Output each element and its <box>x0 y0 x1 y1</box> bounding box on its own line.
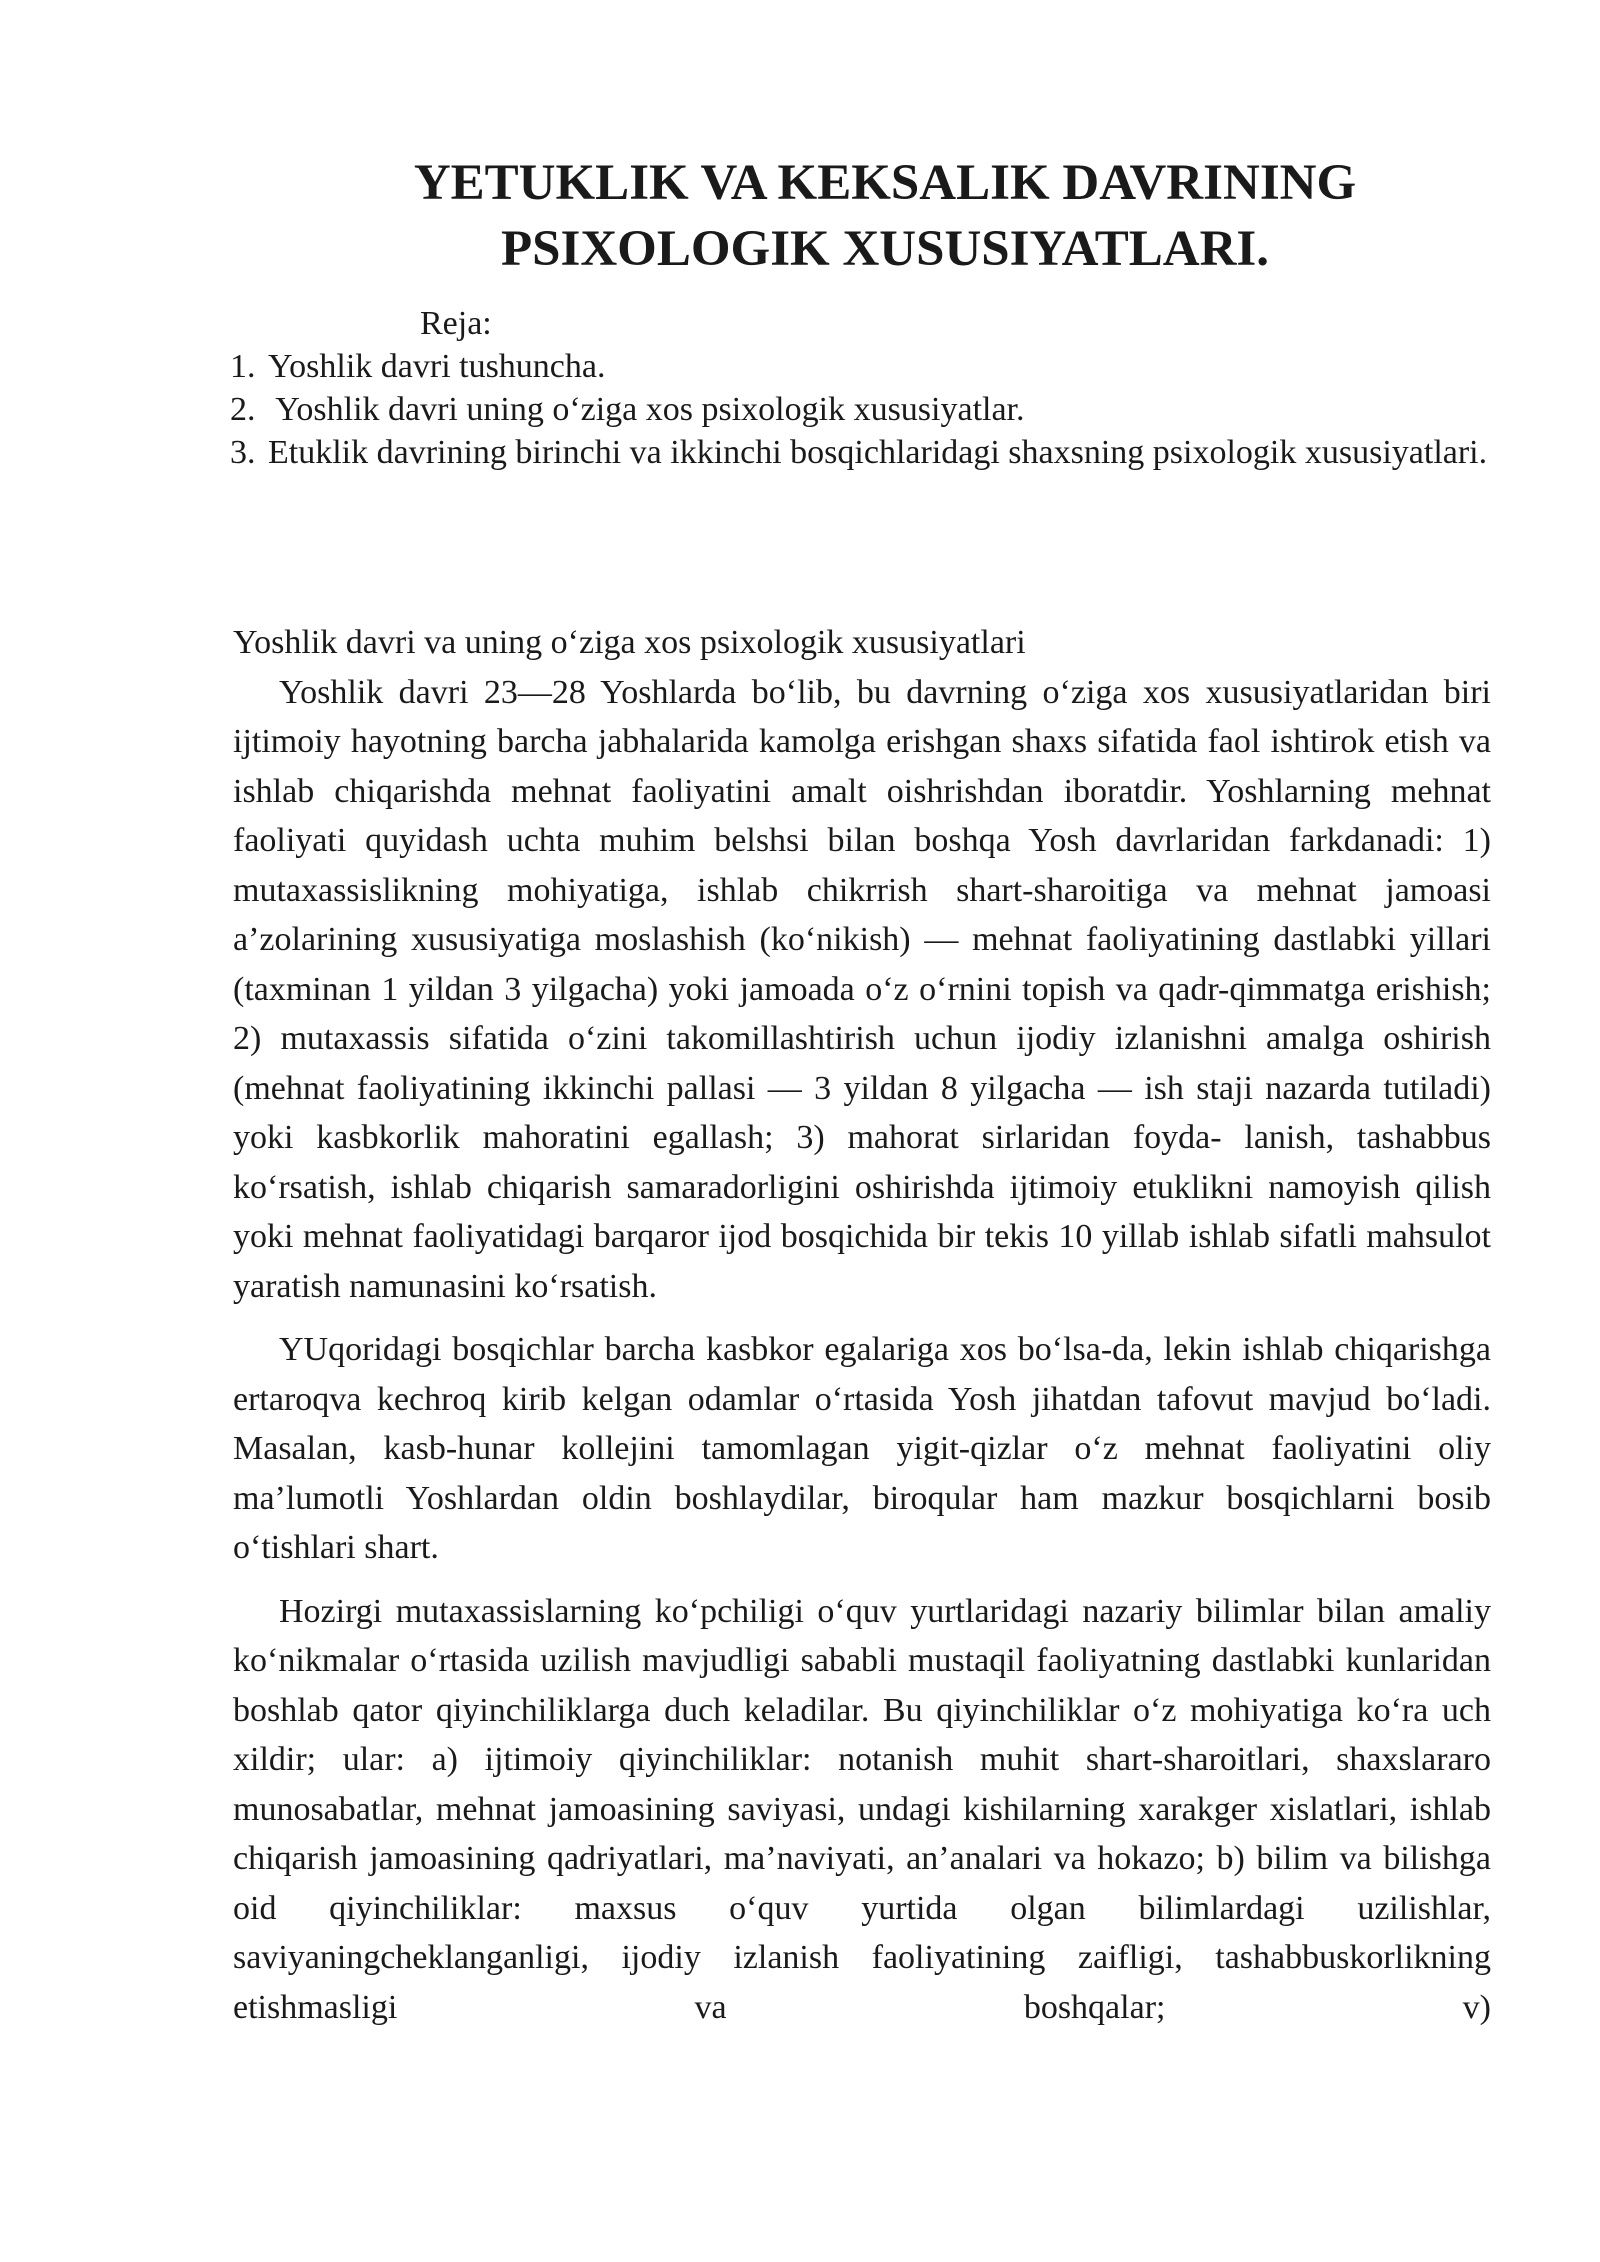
plan-item <box>230 388 1492 431</box>
plan-item-text: Yoshlik davri tushuncha. <box>268 348 606 385</box>
section-heading: Yoshlik davri va uning o‘ziga xos psixologik xususiyatlari <box>233 624 1026 661</box>
plan-section <box>230 302 1492 474</box>
body-text <box>233 618 1491 2032</box>
document-title <box>230 150 1540 282</box>
plan-item-number: 1. <box>230 348 256 385</box>
plan-item-text: Yoshlik davri uning o‘ziga xos psixologik xususiyatlar. <box>268 391 1025 428</box>
paragraph: YUqoridagi bosqichlar barcha kasbkor egalariga xos bo‘lsa-da, lekin ishlab chiqarishga ertaroqva kechroq kirib kelgan odamlar o‘rtasida Yosh jihatdan tafovut mavjud bo‘ladi. Masalan, kasb-hunar kollejini tamomlagan yigit-qizlar o‘z mehnat faoliyatini oliy ma’lumotli Yoshlardan oldin boshlaydilar, biroqular ham mazkur bosqichlarni bosib o‘tishlari shart. <box>233 1331 1491 1566</box>
title-line-2: PSIXOLOGIK XUSUSIYATLARI. <box>500 221 1270 277</box>
plan-item-text: Etuklik davrining birinchi va ikkinchi bosqichlaridagi shaxsning psixologik xususiyatlari. <box>268 434 1488 471</box>
plan-heading: Reja: <box>420 305 492 342</box>
plan-item-number: 2. <box>230 391 256 428</box>
paragraph: Yoshlik davri 23—28 Yoshlarda bo‘lib, bu davrning o‘ziga xos xususiyatlaridan biri ijtimoiy hayotning barcha jabhalarida kamolga erishgan shaxs sifatida faol ishtirok etish va ishlab chiqarishda mehnat faoliyatini amalt oishrishdan iboratdir. Yoshlarning mehnat faoliyati quyidash uchta muhim belshsi bilan boshqa Yosh davrlaridan farkdanadi: 1) mutaxassislikning mohiyatiga, ishlab chikrrish shart-sharoitiga va mehnat jamoasi a’zolarining xususiyatiga moslashish (ko‘nikish) — mehnat faoliyatining dastlabki yillari (taxminan 1 yildan 3 yilgacha) yoki jamoada o‘z o‘rnini topish va qadr-qimmatga erishish; 2) mutaxassis sifatida o‘zini takomillashtirish uchun ijodiy izlanishni amalga oshirish (mehnat faoliyatining ikkinchi pallasi — 3 yildan 8 yilgacha — ish staji nazarda tutiladi) yoki kasbkorlik mahoratini egallash; 3) mahorat sirlaridan foyda- lanish, tashabbus ko‘rsatish, ishlab chiqarish samaradorligini oshirishda ijtimoiy etuklikni namoyish qilish yoki mehnat faoliyatidagi barqaror ijod bosqichida bir tekis 10 yillab ishlab sifatli mahsulot yaratish namunasini ko‘rsatish. <box>233 673 1491 1305</box>
plan-item <box>230 345 1492 388</box>
plan-item-number: 3. <box>230 434 256 471</box>
plan-item <box>230 431 1492 474</box>
title-line-1: YETUKLIK VA KEKSALIK DAVRINING <box>413 155 1357 211</box>
paragraph: Hozirgi mutaxassislarning ko‘pchiligi o‘quv yurtlaridagi nazariy bilimlar bilan amaliy ko‘nikmalar o‘rtasida uzilish mavjudligi sababli mustaqil faoliyatning dastlabki kunlaridan boshlab qator qiyinchiliklarga duch keladilar. Bu qiyinchiliklar o‘z mohiyatiga ko‘ra uch xildir; ular: a) ijtimoiy qiyinchiliklar: notanish muhit shart-sharoitlari, shaxslararo munosabatlar, mehnat jamoasining saviyasi, undagi kishilarning xarakger xislatlari, ishlab chiqarish jamoasining qadriyatlari, ma’naviyati, an’analari va hokazo; b) bilim va bilishga oid qiyinchiliklar: maxsus o‘quv yurtida olgan bilimlardagi uzilishlar, saviyaningcheklanganligi, ijodiy izlanish faoliyatining zaifligi, tashabbuskorlikning etishmasligi va boshqalar; v) <box>233 1592 1491 2026</box>
